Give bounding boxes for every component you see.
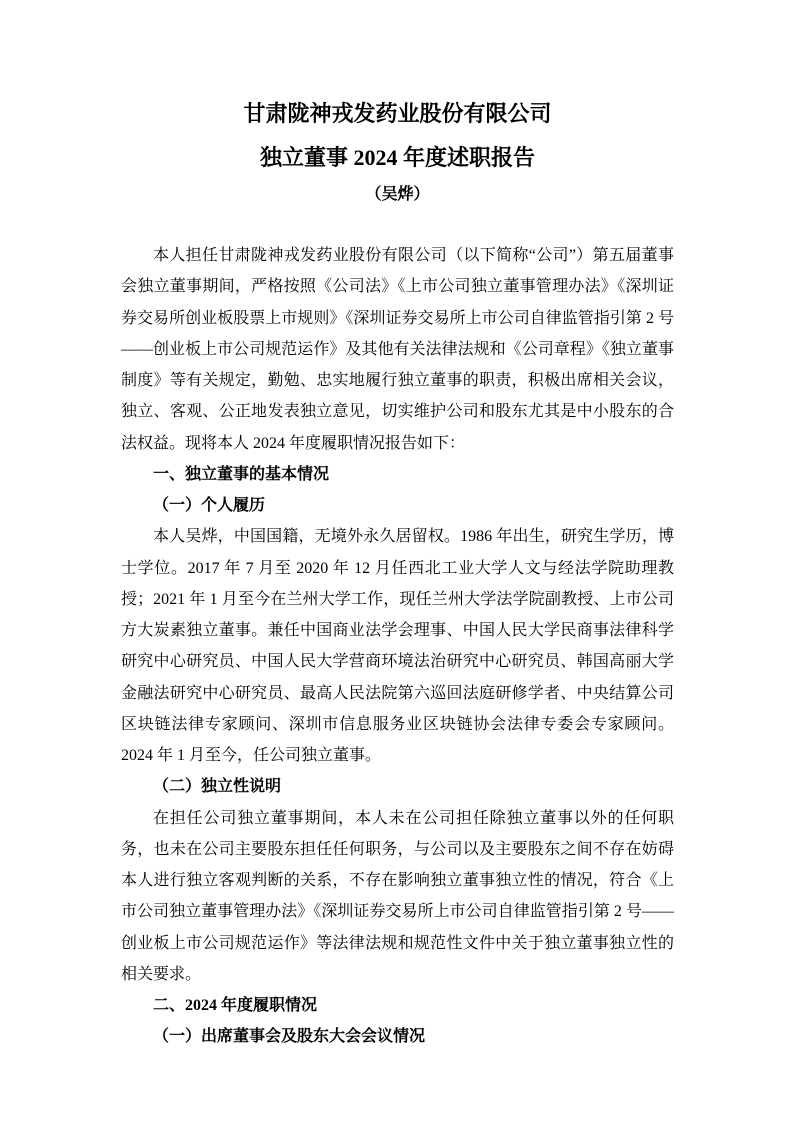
section-1-1-heading: （一）个人履历 [153,497,266,514]
section-2-heading: 二、2024 年度履职情况 [153,997,318,1014]
document-title-line2: 独立董事 2024 年度述职报告 [259,145,535,170]
section-1-heading: 一、独立董事的基本情况 [153,465,330,483]
section-2-1-heading: （一）出席董事会及股东大会会议情况 [153,1028,426,1046]
document-title-line1: 甘肃陇神戎发药业股份有限公司 [243,101,552,126]
personal-resume-paragraph: 本人吴烨，中国国籍，无境外永久居留权。1986 年出生，研究生学历，博士学位。2017 年 7 月至 2020 年 12 月任西北工业大学人文与经法学院助理教授；2021 年 1 月至今在兰州大学工作，现任兰州大学法学院副教授、上市公司方大炭素独立董事。兼任中国商业法学会理事、中国人民大学民商事法律科学研究中心研究员、中国人民大学营商环境法治研究中心研究员、韩国高丽大学金融法研究中心研究员、最高人民法院第六巡回法庭研修学者、中央结算公司区块链法律专家顾问、深圳市信息服务业区块链协会法律专委会专家顾问。2024 年 1 月至今，任公司独立董事。 [121,528,674,764]
independence-paragraph: 在担任公司独立董事期间，本人未在公司担任除独立董事以外的任何职务，也未在公司主要股东担任任何职务，与公司以及主要股东之间不存在妨碍本人进行独立客观判断的关系，不存在影响独立董事独立性的情况，符合《上市公司独立董事管理办法》《深圳证券交易所上市公司自律监管指引第 2 号——创业板上市公司规范运作》等法律法规和规范性文件中关于独立董事独立性的相关要求。 [121,809,674,983]
intro-paragraph: 本人担任甘肃陇神戎发药业股份有限公司（以下简称“公司”）第五届董事会独立董事期间，严格按照《公司法》《上市公司独立董事管理办法》《深圳证券交易所创业板股票上市规则》《深圳证券交易所上市公司自律监管指引第 2 号——创业板上市公司规范运作》及其他有关法律法规和《公司章程》《独立董事制度》等有关规定，勤勉、忠实地履行独立董事的职责，积极出席相关会议，独立、客观、公正地发表独立意见，切实维护公司和股东尤其是中小股东的合法权益。现将本人 2024 年度履职情况报告如下： [121,247,674,452]
document-body [121,240,674,1053]
document-author: （吴烨） [365,186,430,203]
section-1-2-heading: （二）独立性说明 [153,778,282,796]
